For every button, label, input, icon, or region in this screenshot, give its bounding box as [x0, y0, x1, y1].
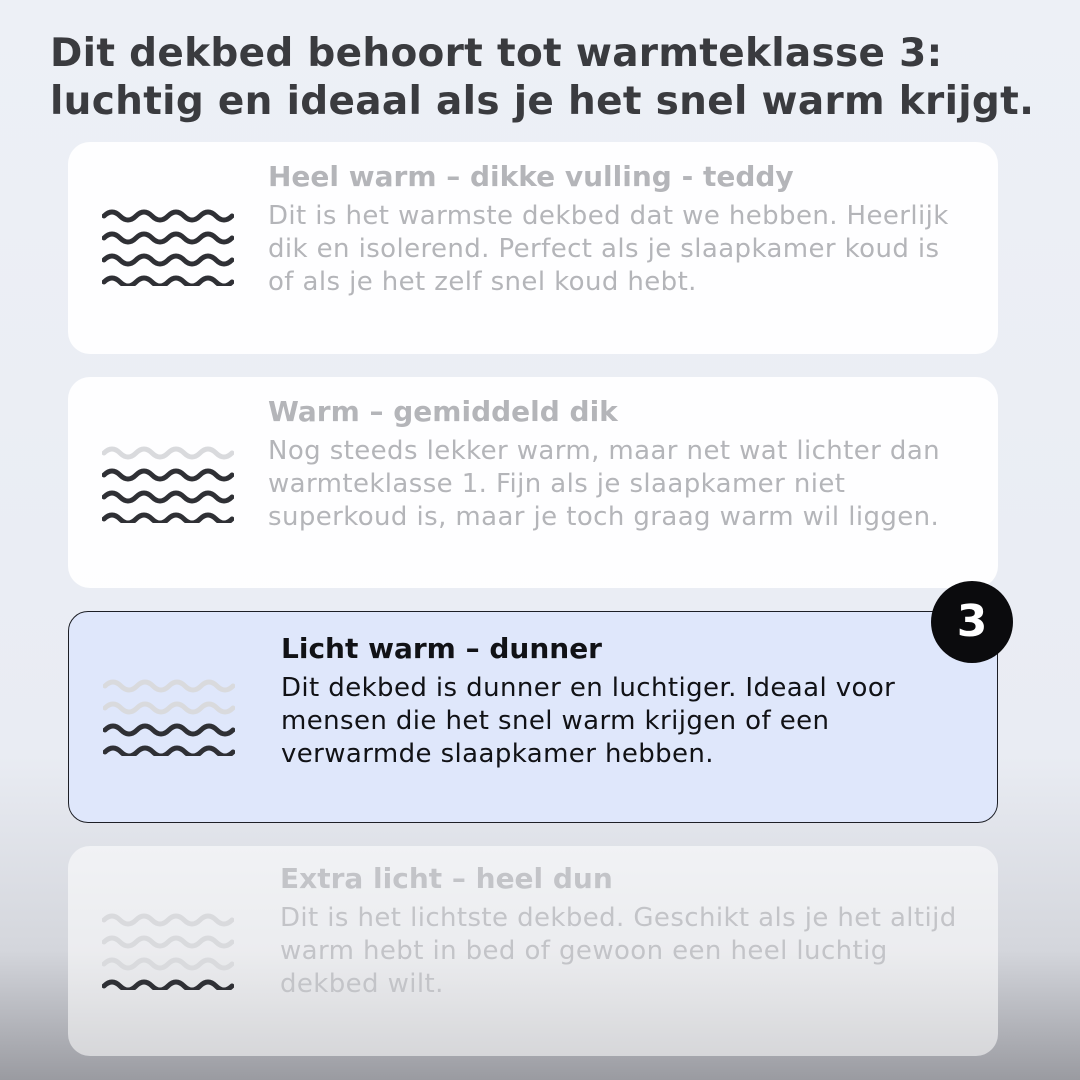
card-description: Dit is het warmste dekbed dat we hebben. Heerlijk dik en isolerend. Perfect als je slaapkamer koud is of als je het zelf snel koud hebt.	[268, 201, 949, 297]
wave-line-dark	[104, 278, 232, 286]
wave-line-dark	[104, 212, 232, 220]
wave-line-dark	[104, 234, 232, 242]
wave-line-dark	[104, 471, 232, 479]
waves-icon	[102, 443, 234, 523]
wave-line-dark	[104, 493, 232, 501]
warmth-class-badge: 3	[931, 581, 1013, 663]
card-description: Nog steeds lekker warm, maar net wat lichter dan warmteklasse 1. Fijn als je slaapkamer niet superkoud is, maar je toch graag warm wil liggen.	[268, 436, 941, 532]
wave-line-light	[105, 682, 233, 690]
headline: Dit dekbed behoort tot warmteklasse 3: luchtig en ideaal als je het snel warm krijgt.	[50, 31, 1035, 124]
wave-line-light	[105, 704, 233, 712]
card-title: Heel warm – dikke vulling - teddy	[268, 160, 794, 193]
warmth-class-card-2	[68, 377, 998, 588]
waves-icon	[103, 676, 235, 756]
waves-icon	[102, 206, 234, 286]
warmth-class-card-1	[68, 142, 998, 354]
wave-line-dark	[105, 748, 233, 756]
wave-line-dark	[104, 982, 232, 990]
warmth-class-card-3	[68, 611, 998, 823]
card-description: Dit dekbed is dunner en luchtiger. Ideaal voor mensen die het snel warm krijgen of een verwarmde slaapkamer hebben.	[281, 673, 896, 769]
wave-line-light	[104, 449, 232, 457]
wave-line-dark	[104, 515, 232, 523]
card-title: Warm – gemiddeld dik	[268, 395, 618, 428]
wave-line-light	[104, 916, 232, 924]
wave-line-light	[104, 960, 232, 968]
card-title: Extra licht – heel dun	[280, 862, 613, 895]
waves-icon	[102, 910, 234, 990]
warmth-class-card-4	[68, 846, 998, 1056]
card-title: Licht warm – dunner	[281, 632, 602, 665]
wave-line-dark	[105, 726, 233, 734]
card-description: Dit is het lichtste dekbed. Geschikt als je het altijd warm hebt in bed of gewoon een heel luchtig dekbed wilt.	[280, 903, 957, 999]
wave-line-dark	[104, 256, 232, 264]
wave-line-light	[104, 938, 232, 946]
